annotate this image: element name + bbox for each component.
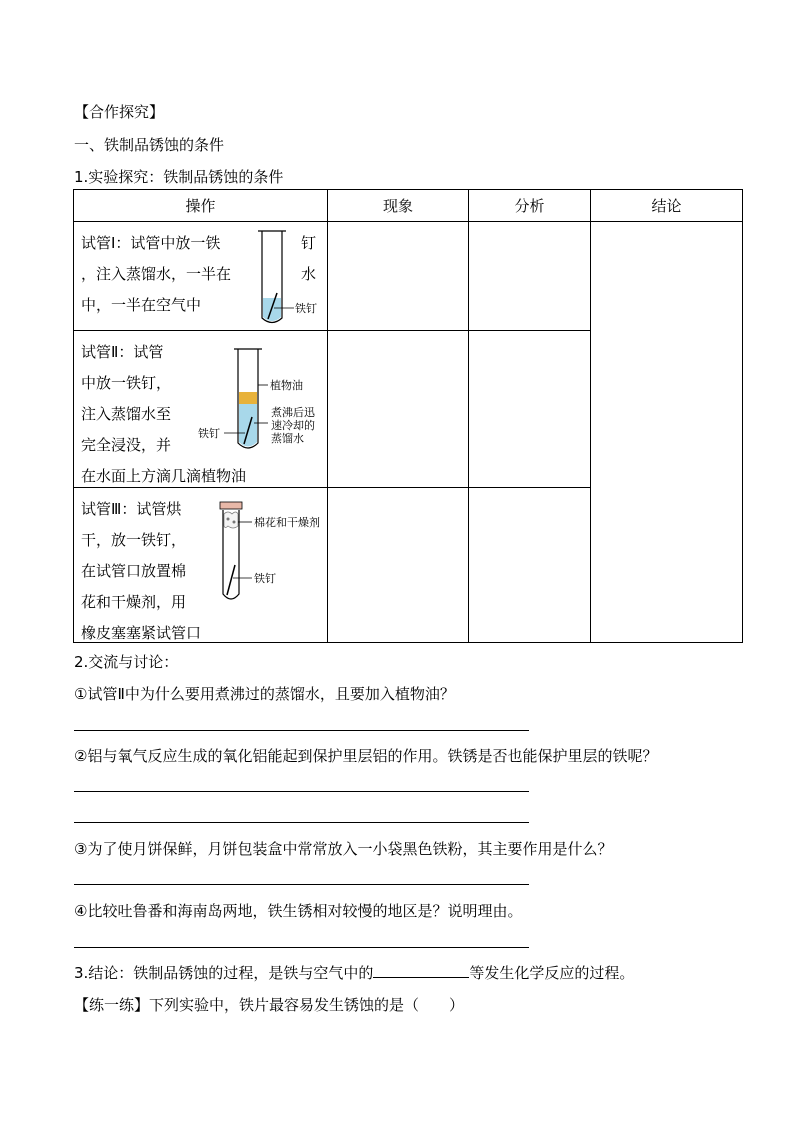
operation-cell-1	[74, 222, 328, 331]
answer-line	[74, 822, 529, 823]
section-title: 一、铁制品锈蚀的条件	[74, 136, 225, 154]
answer-line	[74, 947, 529, 948]
table-row	[74, 222, 743, 331]
operation-cell-2	[74, 331, 328, 488]
phenomenon-cell-3	[328, 488, 469, 643]
test-tube-1-icon	[244, 226, 334, 328]
test-tube-3-icon	[214, 500, 332, 610]
conclusion-after: 等发生化学反应的过程。	[469, 964, 635, 982]
operation-text-2: 试管Ⅱ：试管 中放一铁钉， 注入蒸馏水至 完全浸没，并 在水面上方滴几滴植物油	[81, 343, 247, 485]
phenomenon-cell-1	[328, 222, 469, 331]
answer-line	[74, 884, 529, 885]
analysis-cell-1	[469, 222, 591, 331]
phenomenon-cell-2	[328, 331, 469, 488]
conclusion-before: 3.结论：铁制品锈蚀的过程，是铁与空气中的	[74, 964, 374, 982]
conclusion-line	[74, 962, 634, 983]
operation-side-text-1: 钉 水	[301, 234, 317, 283]
question-3: ③为了使月饼保鲜，月饼包装盒中常常放入一小袋黑色铁粉，其主要作用是什么？	[74, 840, 613, 858]
question-2: ②铝与氧气反应生成的氧化铝能起到保护里层铝的作用。铁锈是否也能保护里层的铁呢？	[74, 747, 658, 765]
header-phenomenon: 现象	[328, 190, 469, 222]
header-analysis: 分析	[469, 190, 591, 222]
answer-line	[74, 791, 529, 792]
water-label-2: 速冷却的	[271, 419, 315, 432]
experiment-title: 1.实验探究：铁制品锈蚀的条件	[74, 168, 284, 186]
table-header-row	[74, 190, 743, 222]
nail-label: 铁钉	[295, 302, 317, 315]
test-tube-2-icon	[192, 345, 332, 459]
cotton-label: 棉花和干燥剂	[254, 516, 320, 529]
nail-label-2: 铁钉	[198, 427, 220, 440]
header-operation: 操作	[74, 190, 328, 222]
operation-text-3: 试管Ⅲ：试管烘 干，放一铁钉， 在试管口放置棉 花和干燥剂，用 橡皮塞塞紧试管口	[81, 500, 202, 642]
conclusion-blank	[373, 963, 469, 978]
section-header: 【合作探究】	[74, 103, 165, 121]
operation-text-1: 试管Ⅰ：试管中放一铁 ，注入蒸馏水，一半在 中，一半在空气中	[81, 234, 232, 314]
water-label-1: 煮沸后迅	[271, 406, 315, 419]
question-1: ①试管Ⅱ中为什么要用煮沸过的蒸馏水，且要加入植物油？	[74, 685, 455, 703]
header-conclusion: 结论	[591, 190, 743, 222]
water-label-3: 蒸馏水	[271, 432, 304, 445]
answer-line	[74, 730, 529, 731]
experiment-table	[73, 189, 743, 643]
analysis-cell-2	[469, 331, 591, 488]
oil-label: 植物油	[270, 379, 303, 392]
operation-cell-3	[74, 488, 328, 643]
question-4: ④比较吐鲁番和海南岛两地，铁生锈相对较慢的地区是？说明理由。	[74, 902, 523, 920]
nail-label-3: 铁钉	[254, 572, 276, 585]
conclusion-cell	[591, 222, 743, 643]
analysis-cell-3	[469, 488, 591, 643]
practice-question: 【练一练】下列实验中，铁片最容易发生锈蚀的是（ ）	[74, 996, 465, 1014]
discussion-title: 2.交流与讨论：	[74, 653, 179, 671]
